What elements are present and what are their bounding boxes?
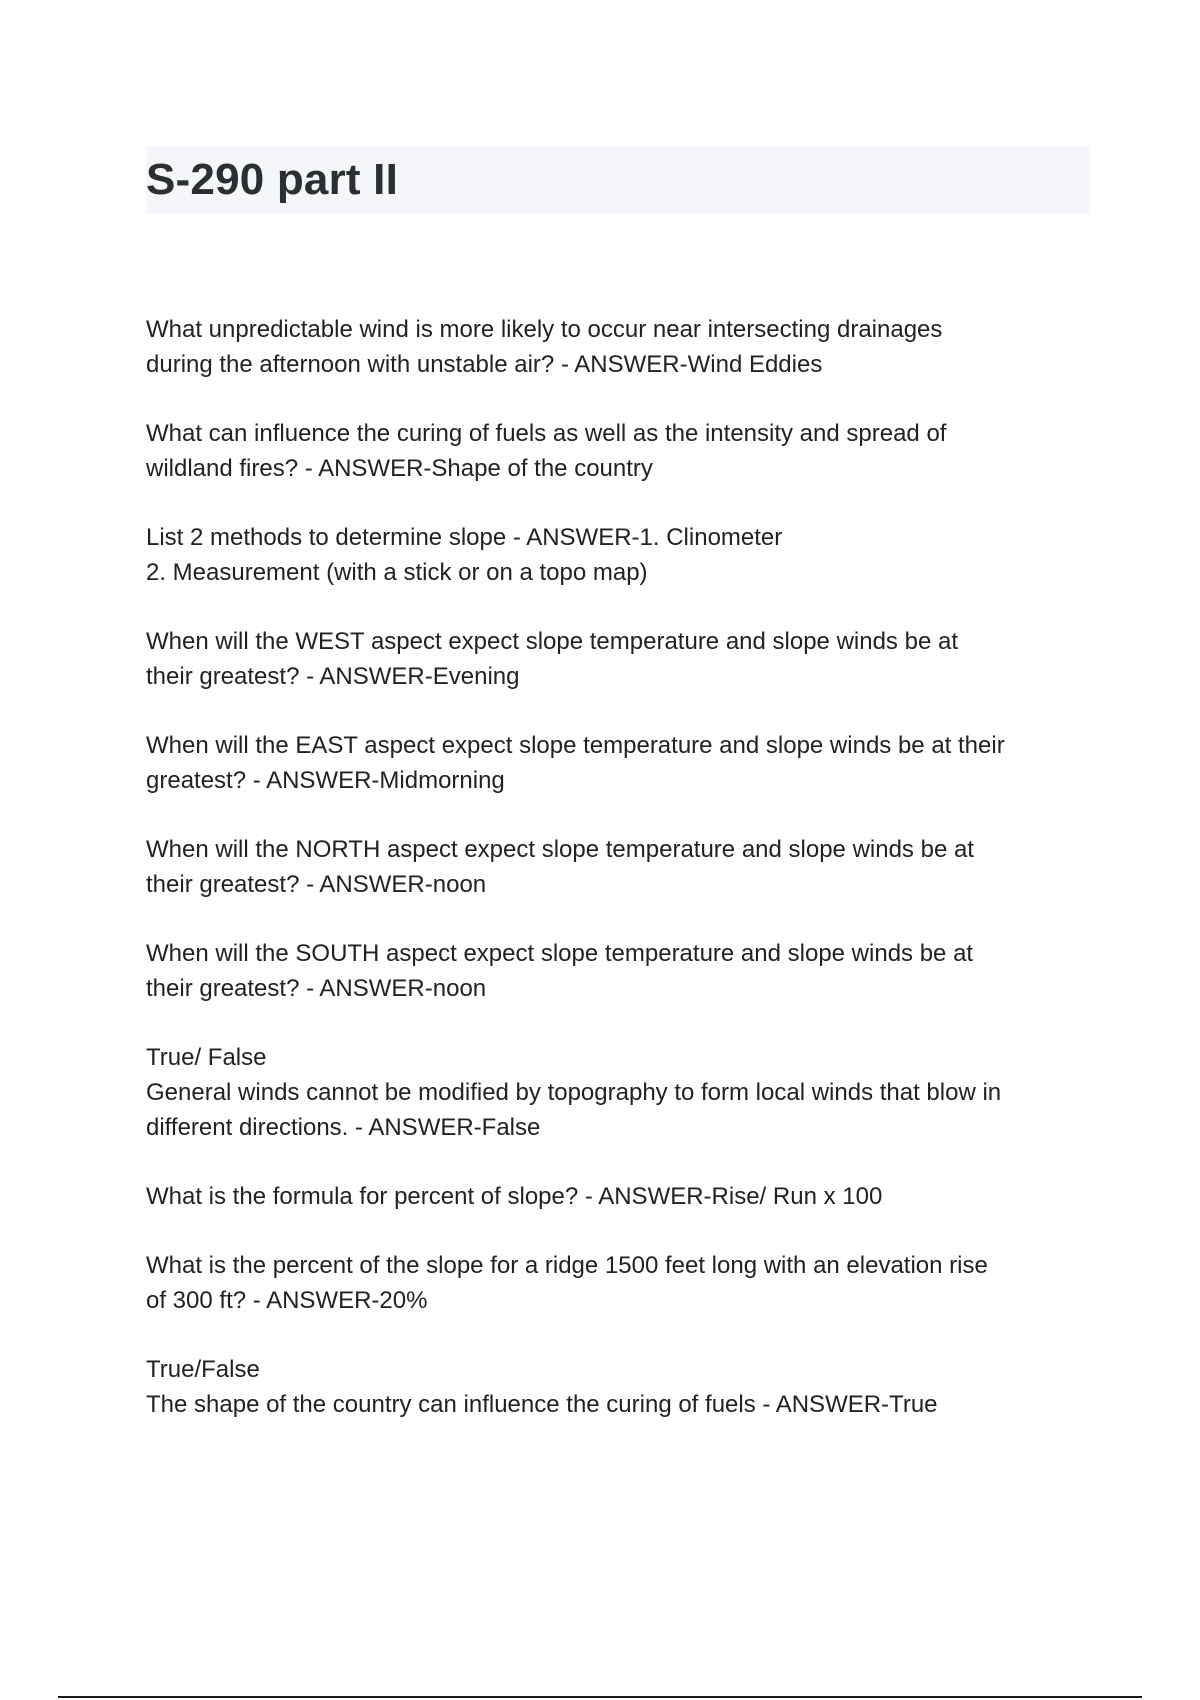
qa-line: wildland fires? - ANSWER-Shape of the country	[146, 455, 653, 482]
qa-line: What is the formula for percent of slope? - ANSWER-Rise/ Run x 100	[146, 1183, 883, 1210]
qa-item	[146, 624, 1096, 694]
qa-item	[146, 1179, 1096, 1214]
qa-line: When will the SOUTH aspect expect slope temperature and slope winds be at	[146, 940, 974, 967]
qa-item	[146, 936, 1096, 1006]
qa-item	[146, 832, 1096, 902]
qa-item	[146, 1040, 1096, 1145]
qa-line: their greatest? - ANSWER-noon	[146, 975, 487, 1002]
qa-item	[146, 416, 1096, 486]
footer-divider	[58, 1696, 1142, 1698]
qa-item	[146, 520, 1096, 590]
qa-line: greatest? - ANSWER-Midmorning	[146, 767, 505, 794]
qa-line: True/ False	[146, 1044, 267, 1071]
qa-line: their greatest? - ANSWER-noon	[146, 871, 487, 898]
qa-line: What unpredictable wind is more likely to occur near intersecting drainages	[146, 316, 943, 343]
qa-line: of 300 ft? - ANSWER-20%	[146, 1287, 428, 1314]
qa-line: their greatest? - ANSWER-Evening	[146, 663, 520, 690]
qa-line: List 2 methods to determine slope - ANSWER-1. Clinometer	[146, 524, 783, 551]
qa-line: General winds cannot be modified by topography to form local winds that blow in	[146, 1079, 1002, 1106]
page-title: S-290 part II	[146, 155, 399, 204]
qa-line: The shape of the country can influence the curing of fuels - ANSWER-True	[146, 1391, 938, 1418]
qa-line: What can influence the curing of fuels as well as the intensity and spread of	[146, 420, 947, 447]
qa-line: True/False	[146, 1356, 260, 1383]
title-band	[146, 146, 1090, 214]
qa-line: When will the EAST aspect expect slope temperature and slope winds be at their	[146, 732, 1005, 759]
qa-line: different directions. - ANSWER-False	[146, 1114, 541, 1141]
qa-list	[146, 312, 1096, 1456]
qa-line: What is the percent of the slope for a ridge 1500 feet long with an elevation rise	[146, 1252, 988, 1279]
qa-item	[146, 1352, 1096, 1422]
qa-item	[146, 312, 1096, 382]
qa-line: during the afternoon with unstable air? - ANSWER-Wind Eddies	[146, 351, 823, 378]
qa-item	[146, 728, 1096, 798]
qa-item	[146, 1248, 1096, 1318]
qa-line: When will the WEST aspect expect slope temperature and slope winds be at	[146, 628, 958, 655]
qa-line: When will the NORTH aspect expect slope temperature and slope winds be at	[146, 836, 974, 863]
qa-line: 2. Measurement (with a stick or on a topo map)	[146, 559, 648, 586]
